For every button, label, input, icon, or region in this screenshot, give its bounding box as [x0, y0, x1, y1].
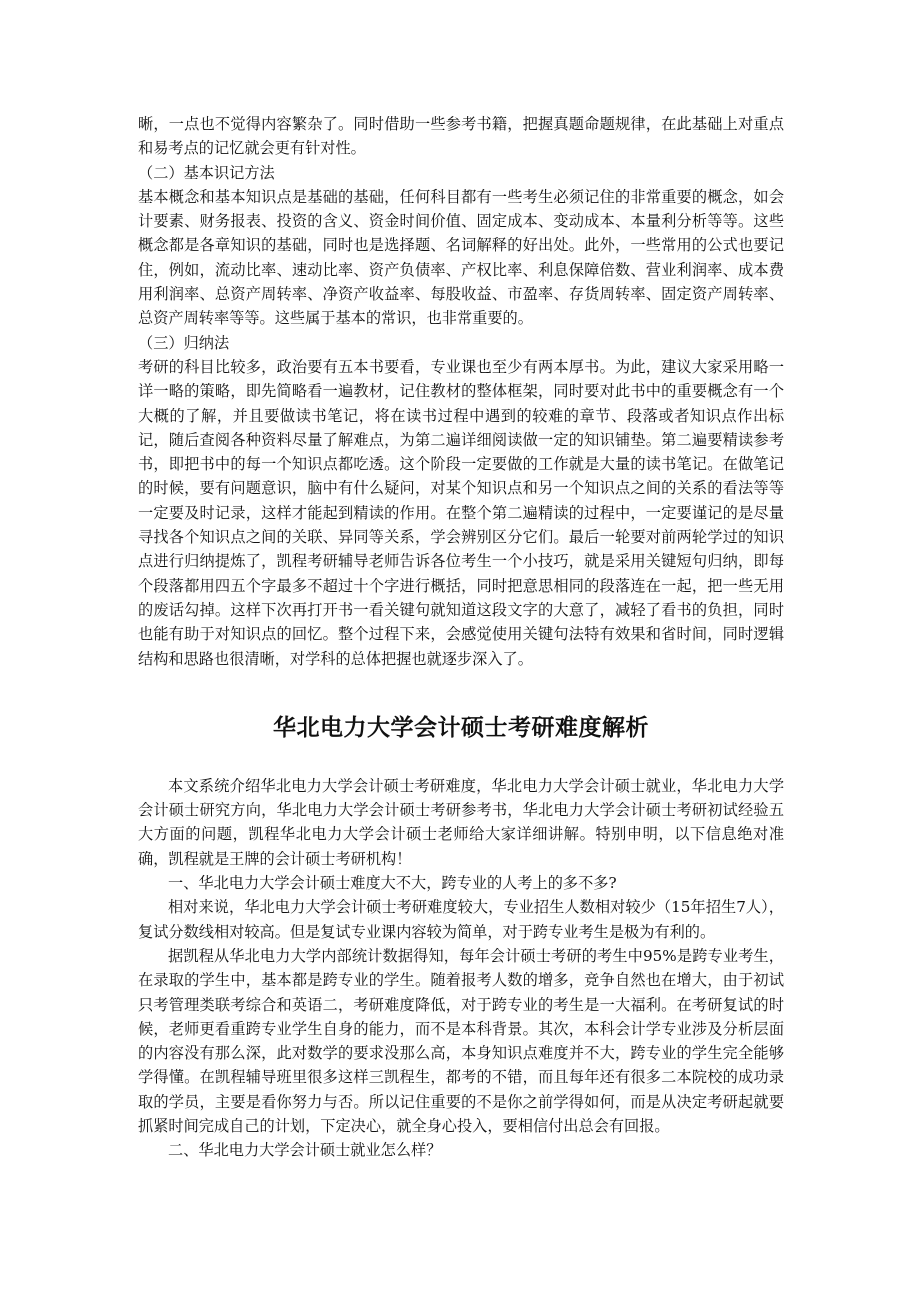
document-page: [138, 112, 784, 1163]
article-title: 华北电力大学会计硕士考研难度解析: [273, 714, 649, 741]
answer-1-paragraph-2: 据凯程从华北电力大学内部统计数据得知，每年会计硕士考研的考生中95%是跨专业考生，在录取的学生中，基本都是跨专业的学生。随着报考人数的增多，竞争自然也在增大，由于初试只考管理类联考综合和英语二，考研难度降低，对于跨专业的考生是一大福利。在考研复试的时候，老师更看重跨专业学生自身的能力，而不是本科背景。其次，本科会计学专业涉及分析层面的内容没有那么深，此对数学的要求没那么高，本身知识点难度并不大，跨专业的学生完全能够学得懂。在凯程辅导班里很多这样三凯程生，都考的不错，而且每年还有很多二本院校的成功录取的学员，主要是看你努力与否。所以记住重要的不是你之前学得如何，而是从决定考研起就要抓紧时间完成自己的计划，下定决心，就全身心投入，要相信付出总会有回报。: [138, 946, 784, 1135]
answer-1-paragraph-1: 相对来说，华北电力大学会计硕士考研难度较大，专业招生人数相对较少（15年招生7人），复试分数线相对较高。但是复试专业课内容较为简单，对于跨专业考生是极为有利的。: [138, 898, 784, 941]
section-heading-induction: （三）归纳法: [138, 333, 230, 352]
induction-paragraph: 考研的科目比较多，政治要有五本书要看，专业课也至少有两本厚书。为此，建议大家采用略一详一略的策略，即先简略看一遍教材，记住教材的整体框架，同时要对此书中的重要概念有一个大概的了解，并且要做读书笔记，将在读书过程中遇到的较难的章节、段落或者知识点作出标记，随后查阅各种资料尽量了解难点，为第二遍详细阅读做一定的知识铺垫。第二遍要精读参考书，即把书中的每一个知识点都吃透。这个阶段一定要做的工作就是大量的读书笔记。在做笔记的时候，要有问题意识，脑中有什么疑问，对某个知识点和另一个知识点之间的关系的看法等等一定要及时记录，这样才能起到精读的作用。在整个第二遍精读的过程中，一定要谨记的是尽量寻找各个知识点之间的关联、异同等关系，学会辨别区分它们。最后一轮要对前两轮学过的知识点进行归纳提炼了，凯程考研辅导老师告诉各位考生一个小技巧，就是采用关键短句归纳，即每个段落都用四五个字最多不超过十个字进行概括，同时把意思相同的段落连在一起，把一些无用的废话勾掉。这样下次再打开书一看关键句就知道这段文字的大意了，减轻了看书的负担，同时也能有助于对知识点的回忆。整个过程下来，会感觉使用关键句法特有效果和省时间，同时逻辑结构和思路也很清晰，对学科的总体把握也就逐步深入了。: [138, 357, 784, 668]
section-heading-basic-memorization: （二）基本识记方法: [138, 163, 275, 182]
basic-memorization-paragraph: 基本概念和基本知识点是基础的基础，任何科目都有一些考生必须记住的非常重要的概念，如会计要素、财务报表、投资的含义、资金时间价值、固定成本、变动成本、本量利分析等等。这些概念都是各章知识的基础，同时也是选择题、名词解释的好出处。此外，一些常用的公式也要记住，例如，流动比率、速动比率、资产负债率、产权比率、利息保障倍数、营业利润率、成本费用利润率、总资产周转率、净资产收益率、每股收益、市盈率、存货周转率、固定资产周转率、总资产周转率等等。这些属于基本的常识，也非常重要的。: [138, 187, 784, 328]
question-2-heading: 二、华北电力大学会计硕士就业怎么样？: [168, 1141, 442, 1160]
continuation-paragraph: 晰，一点也不觉得内容繁杂了。同时借助一些参考书籍，把握真题命题规律，在此基础上对重点和易考点的记忆就会更有针对性。: [138, 115, 784, 158]
article-intro-paragraph: 本文系统介绍华北电力大学会计硕士考研难度，华北电力大学会计硕士就业，华北电力大学会计硕士研究方向，华北电力大学会计硕士考研参考书，华北电力大学会计硕士考研初试经验五大方面的问题，凯程华北电力大学会计硕士老师给大家详细讲解。特别申明，以下信息绝对准确，凯程就是王牌的会计硕士考研机构！: [138, 776, 784, 868]
question-1-heading: 一、华北电力大学会计硕士难度大不大，跨专业的人考上的多不多?: [168, 874, 617, 893]
